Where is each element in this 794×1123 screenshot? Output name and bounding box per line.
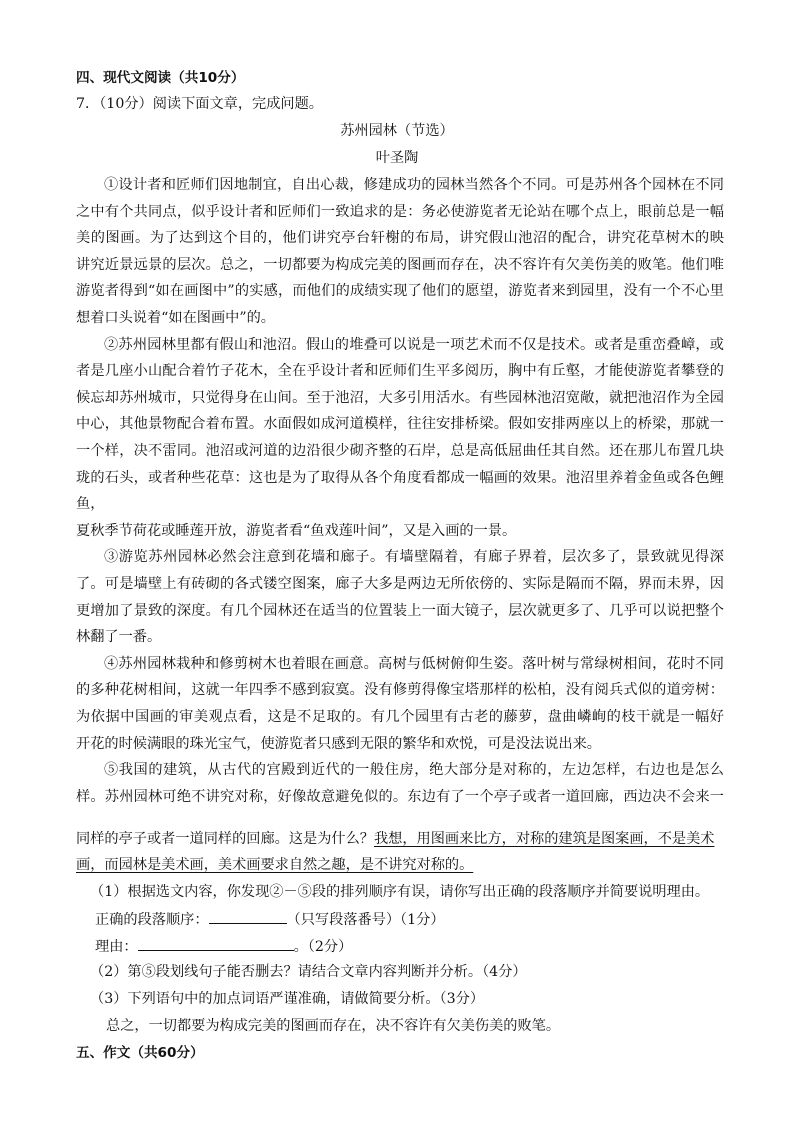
paragraph-line: 美的图画。为了达到这个目的，他们讲究亭台轩榭的布局，讲究假山池沼的配合，讲究花草树木的映 (76, 230, 724, 247)
question-2-prompt: （2）第⑤段划线句子能否删去？请结合文章内容判断并分析。（4分） (90, 964, 527, 980)
question-1-order (95, 908, 445, 930)
reason-answer-blank[interactable] (138, 935, 294, 951)
paragraph-line: 中心，其他景物配合着布置。水面假如成河道模样，往往安排桥梁。假如安排两座以上的桥梁，那就一 (76, 416, 724, 433)
paragraph-line: 更增加了景致的深度。有几个园林还在适当的位置装上一面大镜子，层次就更多了、几乎可以说把整个 (76, 602, 724, 619)
underlined-sentence: 画，而园林是美术画，美术画要求自然之趣，是不讲究对称的。 (76, 857, 474, 873)
question-1-prompt: （1）根据选文内容，你发现②－⑤段的排列顺序有误，请你写出正确的段落顺序并简要说明理由。 (90, 884, 710, 900)
paragraph-line: 为依据中国画的审美观点看，这是不足取的。有几个园里有古老的藤萝，盘曲嶙峋的枝干就是一幅好 (76, 709, 724, 725)
question-3-prompt: （3）下列语句中的加点词语严谨准确，请做简要分析。（3分） (90, 991, 485, 1007)
paragraph-line: 鱼， (76, 496, 105, 513)
paragraph-line: 游览者得到“如在画图中”的实感，而他们的成绩实现了他们的愿望，游览者来到园里，没有一个不心里 (76, 283, 724, 300)
order-answer-blank[interactable] (209, 908, 287, 924)
underlined-sentence: 我想，用图画来比方，对称的建筑是图案画，不是美术 (373, 831, 715, 847)
paragraph-line: ④苏州园林栽种和修剪树木也着眼在画意。高树与低树俯仰生姿。落叶树与常绿树相间，花时不同 (104, 655, 724, 672)
article-title: 苏州园林（节选） (340, 123, 454, 139)
paragraph-line: 之中有个共同点，似乎设计者和匠师们一致追求的是：务必使游览者无论站在哪个点上，眼前总是一幅 (76, 203, 724, 220)
paragraph-line: ③游览苏州园林必然会注意到花墙和廊子。有墙壁隔着，有廊子界着，层次多了，景致就见得深 (104, 549, 724, 566)
paragraph-line: 珑的石头，或者种些花草：这也是为了取得从各个角度看都成一幅画的效果。池沼里养着金鱼或各色鲤 (76, 469, 724, 486)
reason-note: 。（2分） (293, 939, 353, 955)
paragraph-line: 者是几座小山配合着竹子花木，全在乎设计者和匠师们生平多阅历，胸中有丘壑，才能使游览者攀登的 (76, 363, 724, 380)
paragraph-line: 林翻了一番。 (76, 629, 162, 646)
paragraph-line: 开花的时候满眼的珠光宝气，使游览者只感到无限的繁华和欢悦，可是没法说出来。 (76, 735, 601, 752)
paragraph-line: 样。苏州园林可绝不讲究对称，好像故意避免似的。东边有了一个亭子或者一道回廊，西边决不会来一 (76, 788, 724, 805)
paragraph-line: 一个样，决不雷同。池沼或河道的边沿很少砌齐整的石岸，总是高低屈曲任其自然。还在那儿布置几块 (76, 443, 724, 459)
paragraph-line: 候忘却苏州城市，只觉得身在山间。至于池沼，大多引用活水。有些园林池沼宽敞，就把池沼作为全园 (76, 389, 724, 406)
paragraph-line (76, 829, 724, 849)
paragraph-line: ①设计者和匠师们因地制宜，自出心裁，修建成功的园林当然各个不同。可是苏州各个园林在不同 (104, 177, 724, 193)
section-heading: 四、现代文阅读（共10分） (76, 70, 245, 86)
paragraph-line: 的多种花树相间，这就一年四季不感到寂寞。没有修剪得像宝塔那样的松柏，没有阅兵式似的道旁树： (76, 682, 724, 699)
question-3-sentence: 总之，一切都要为构成完美的图画而存在，决不容许有欠美伤美的败笔。 (106, 1018, 561, 1034)
section-heading: 五、作文（共60分） (76, 1045, 204, 1061)
question-1-reason (95, 935, 352, 957)
reason-label: 理由： (95, 939, 138, 955)
paragraph-text: 同样的亭子或者一道同样的回廊。这是为什么？ (76, 831, 374, 847)
article-author: 叶圣陶 (375, 150, 419, 166)
paragraph-line: ⑤我国的建筑，从古代的宫殿到近代的一般住房，绝大部分是对称的，左边怎样，右边也是怎么 (104, 762, 724, 779)
paragraph-line: 夏秋季节荷花或睡莲开放，游览者看“鱼戏莲叶间”，又是入画的一景。 (76, 522, 517, 539)
order-label: 正确的段落顺序： (95, 912, 209, 928)
paragraph-line: 想着口头说着“如在图画中”的。 (76, 310, 275, 326)
question-intro: 7．（10分）阅读下面文章，完成问题。 (76, 96, 323, 112)
order-note: （只写段落番号）（1分） (286, 912, 445, 928)
paragraph-line: ②苏州园林里都有假山和池沼。假山的堆叠可以说是一项艺术而不仅是技术。或者是重峦叠嶂，或 (104, 336, 724, 353)
paragraph-line: 了。可是墙壁上有砖砌的各式镂空图案，廊子大多是两边无所依傍的、实际是隔而不隔，界而未界，因 (76, 576, 724, 592)
paragraph-line (76, 855, 473, 875)
paragraph-line: 讲究近景远景的层次。总之，一切都要为构成完美的图画而存在，决不容许有欠美伤美的败笔。他们唯 (76, 256, 724, 273)
